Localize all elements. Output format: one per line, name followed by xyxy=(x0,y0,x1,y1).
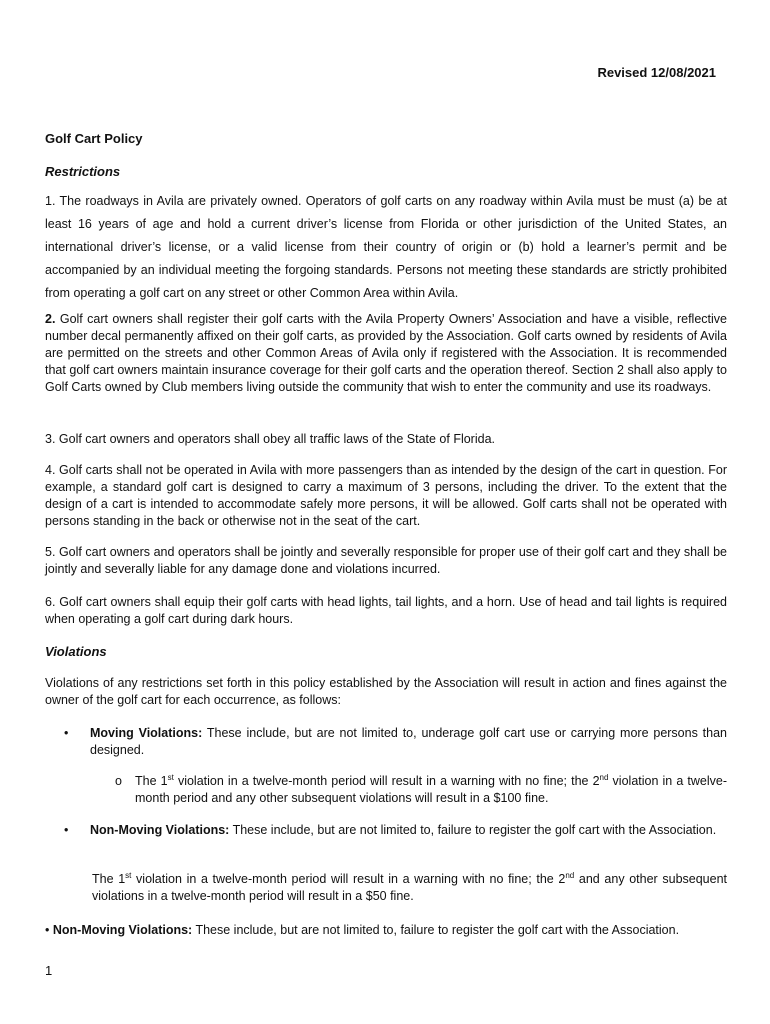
restriction-2-text: Golf cart owners shall register their golf carts with the Avila Property Owners’ Association and have a visible, reflective number decal permanently affixed on their golf carts, as provided by the Association. Golf carts owned by residents of Avila are permitted on the streets and other Common Areas of Avila only if registered with the Association. It is recommended that golf cart owners maintain insurance coverage for their golf carts and the operation thereof. Section 2 shall also apply to Golf Carts owned by Club members living outside the community that wish to enter the community and use its roadways. xyxy=(45,312,727,394)
violations-intro: Violations of any restrictions set forth in this policy established by the Association will result in action and fines against the owner of the golf cart for each occurrence, as follows: xyxy=(45,676,727,707)
nonmoving-fine-sup-2: nd xyxy=(565,870,575,880)
restriction-paragraph-5: 5. Golf cart owners and operators shall be jointly and severally responsible for proper use of their golf cart and they shall be jointly and severally liable for any damage done and violations incurred. xyxy=(45,545,727,576)
restriction-paragraph-2 xyxy=(45,311,727,396)
moving-fine-sup-1: st xyxy=(167,772,174,782)
violations-heading: Violations xyxy=(45,644,107,659)
nonmoving-violations-repeat-description: These include, but are not limited to, failure to register the golf cart with the Association. xyxy=(192,923,680,937)
moving-violations-fine-item xyxy=(45,773,727,809)
sub-bullet-icon: o xyxy=(115,774,122,788)
restriction-2-number: 2. xyxy=(45,312,56,326)
nonmoving-violations-repeat-item xyxy=(45,922,727,939)
revision-date: Revised 12/08/2021 xyxy=(597,65,716,80)
restrictions-heading: Restrictions xyxy=(45,164,121,179)
moving-violations-description: These include, but are not limited to, underage golf cart use or carrying more persons than designed. xyxy=(90,726,728,757)
moving-violations-text xyxy=(90,725,727,759)
restriction-paragraph-6: 6. Golf cart owners shall equip their golf carts with head lights, tail lights, and a horn. Use of head and tail lights is required when operating a golf cart during dark hours. xyxy=(45,595,727,626)
moving-violations-item xyxy=(45,725,727,761)
bullet-icon: • xyxy=(64,726,69,740)
nonmoving-violations-label: Non-Moving Violations: xyxy=(90,823,230,837)
page-title: Golf Cart Policy xyxy=(45,131,143,146)
moving-fine-sup-2: nd xyxy=(599,772,609,782)
moving-violations-fine-text xyxy=(135,773,727,807)
moving-violations-label: Moving Violations: xyxy=(90,726,203,740)
nonmoving-violations-fine-text xyxy=(92,871,727,905)
nonmoving-fine-part-3: and any other subsequent violations in a twelve-month period will result in a $50 fine. xyxy=(92,872,728,903)
moving-fine-part-2: violation in a twelve-month period will result in a warning with no fine; the 2 xyxy=(173,774,600,788)
nonmoving-fine-part-2: violation in a twelve-month period will result in a warning with no fine; the 2 xyxy=(131,872,566,886)
nonmoving-violations-description: These include, but are not limited to, failure to register the golf cart with the Association. xyxy=(229,823,717,837)
bullet-icon: • xyxy=(45,923,50,937)
moving-fine-part-1: The 1 xyxy=(135,774,168,788)
nonmoving-fine-part-1: The 1 xyxy=(92,872,126,886)
restriction-paragraph-4: 4. Golf carts shall not be operated in Avila with more passengers than as intended by the design of the cart in question. For example, a standard golf cart is designed to carry a maximum of 3 persons, including the driver. To the extent that the design of a cart is intended to accommodate safely more persons, it will be allowed. Golf carts shall not be operated with persons standing in the back or otherwise not in the seat of the cart. xyxy=(45,463,727,528)
restriction-paragraph-1: 1. The roadways in Avila are privately owned. Operators of golf carts on any roadway within Avila must be must (a) be at least 16 years of age and hold a current driver’s license from Florida or other jurisdiction of the United States, an international driver’s license, or a valid license from their country of origin or (b) hold a learner’s permit and be accompanied by an individual meeting the forgoing standards. Persons not meeting these standards are strictly prohibited from operating a golf cart on any street or other Common Area within Avila. xyxy=(45,194,727,300)
nonmoving-fine-sup-1: st xyxy=(125,870,132,880)
moving-fine-part-3: violation in a twelve-month period and any other subsequent violations will result in a $100 fine. xyxy=(135,774,728,805)
nonmoving-violations-text xyxy=(90,822,727,839)
nonmoving-violations-repeat-label: Non-Moving Violations: xyxy=(52,923,193,937)
nonmoving-violations-item xyxy=(45,822,727,858)
bullet-icon: • xyxy=(64,823,69,837)
restriction-paragraph-3: 3. Golf cart owners and operators shall obey all traffic laws of the State of Florida. xyxy=(45,432,495,446)
page-number: 1 xyxy=(45,963,53,978)
